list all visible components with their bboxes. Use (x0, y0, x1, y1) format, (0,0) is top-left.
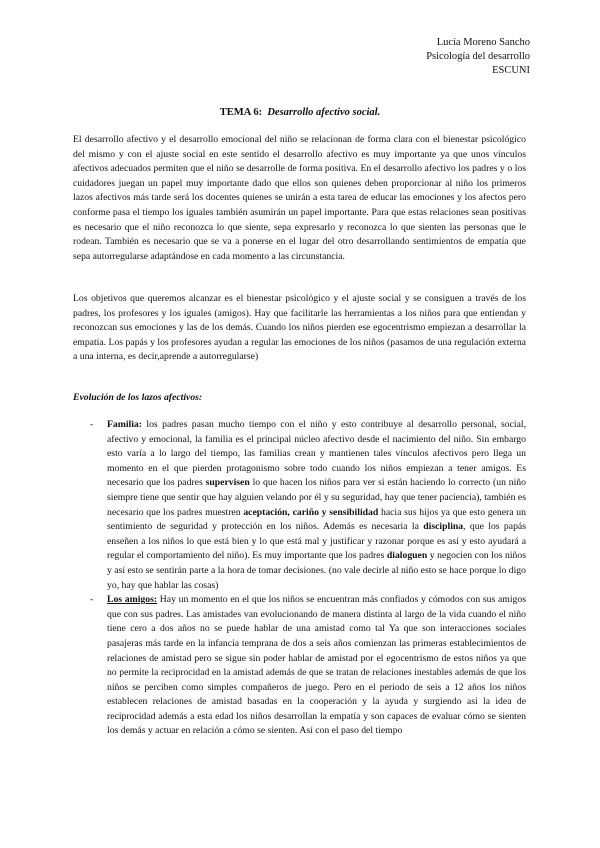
familia-text-3: hacia sus hijos ya que esto genera un sentimiento de seguridad y protección en los niños. Además es necesaria la (107, 506, 526, 533)
objectives-paragraph: Los objetivos que queremos alcanzar es el bienestar psicológico y el ajuste social y se consiguen a través de los padres, los profesores y los iguales (amigos). Hay que facilitarle las herramientas a los niños para que entiendan y reconozcan sus emociones y las de los demás. Cuando los niños pierden ese egocentrismo empiezan a desarrollar la empatía. Los papás y los profesores ayudan a regular las emociones de los niños (pasamos de una regulación externa a una interna, es decir,aprende a autorregularse) (73, 293, 526, 363)
title-subtitle: Desarrollo afectivo social. (267, 107, 381, 118)
bullet-list (90, 418, 526, 739)
header-block (426, 36, 530, 78)
familia-text-4: , que los papás enseñen a los niños lo que está bien y lo que está mal y justificar y razonar porque es así y esto ayudará a regular el comportamiento del niño). Es muy importante que los padres (107, 521, 526, 562)
intro-paragraph: El desarrollo afectivo y el desarrollo emocional del niño se relacionan de forma clara con el bienestar psicológico del mismo y con el ajuste social en este sentido el desarrollo afectivo es muy importante ya que unos vínculos afectivos adecuados permiten que el niño se desarrolle de forma positiva. En el desarrollo afectivo los padres y o los cuidadores juegan un papel muy importante dado que ellos son quienes deben proporcionar al niño los primeros lazos afectivos más tarde será los docentes quienes se unirán a esta tarea de educar las emociones y los afectos pero conforme pasa el tiempo los iguales también asumirán un papel importante. Para que estas relaciones sean positivas es necesario que el niño reconozca lo que siente, sepa expresarlo y reconozca lo que sienten las personas que le rodean. También es necesario que se va a ponerse en el lugar del otro desarrollando sentimientos de empatía que sepa autorregularse adaptándose en cada momento a las circunstancia. (73, 134, 526, 262)
familia-text-5: y negocien con los niños y así esto se sentirán parte a la hora de tomar decisiones. (no vale decirle al niño esto se hace porque lo digo yo, hay que hablar las cosas) (107, 550, 526, 591)
keyword-aceptacion: aceptación, cariño y sensibilidad (243, 506, 379, 518)
keyword-supervisen: supervisen (205, 477, 250, 489)
list-item-amigos (90, 593, 526, 739)
bullet-dash: - (90, 594, 94, 606)
amigos-text-1: Hay un momento en el que los niños se encuentran más confiados y cómodos con sus amigos que con sus padres. Las amistades van evolucionando de manera distinta al largo de la vida cuando el niño tiene cero a dos años no se puede hablar de una amistad como tal Ya que son interacciones sociales pasajeras más tarde en la infancia temprana de dos a seis años comienzan las primeras establecimientos de relaciones de amistad pero se sigue sin poder hablar de amistad por el egocentrismo de estos niños ya que no permite la reciprocidad en la amistad además de que se tratan de relaciones inestables además de que los niños se perciben como simples compañeros de juego. Pero en el periodo de seis a 12 años los niños establecen relaciones de amistad basadas en la cooperación y la ayuda y surgiendo así la idea de reciprocidad además a esta edad los niños desarrollan la empatía y son capaces de evaluar cómo se sienten los demás y actuar en relación a cómo se sienten. Así con el paso del tiempo (107, 594, 526, 737)
keyword-disciplina: disciplina (423, 521, 464, 533)
keyword-dialoguen: dialoguen (386, 550, 428, 562)
familia-text-2: lo que hacen los niños para ver si están haciendo lo correcto (un niño siempre tiene que sentir que hay alguien velando por él y su seguridad, hay que tener paciencia), también es necesario que los padres muestren (107, 477, 526, 518)
bullet-dash: - (90, 419, 94, 430)
title-label: TEMA 6: (219, 107, 263, 118)
author-name: Lucía Moreno Sancho (436, 37, 530, 48)
familia-text-1: los padres pasan mucho tiempo con el niño y esto contribuye al desarrollo personal, social, afectivo y emocional, la familia es el principal núcleo afectivo desde el nacimiento del niño. Sin embargo esto varía a lo largo del tiempo, las familias crean y mantienen tales vínculos afectivos pero llega un momento en el que pierden protagonismo sobre todo cuando los niños empiezan a tener amigos. Es necesario que los padres (107, 419, 526, 489)
page-title (0, 107, 600, 118)
subject-name: Psicología del desarrollo (426, 51, 530, 62)
list-item-familia (90, 418, 526, 593)
term-familia: Familia: (107, 419, 142, 430)
section-heading: Evolución de los lazos afectivos: (73, 392, 203, 403)
school-name: ESCUNI (492, 65, 530, 76)
term-amigos: Los amigos: (107, 594, 158, 606)
